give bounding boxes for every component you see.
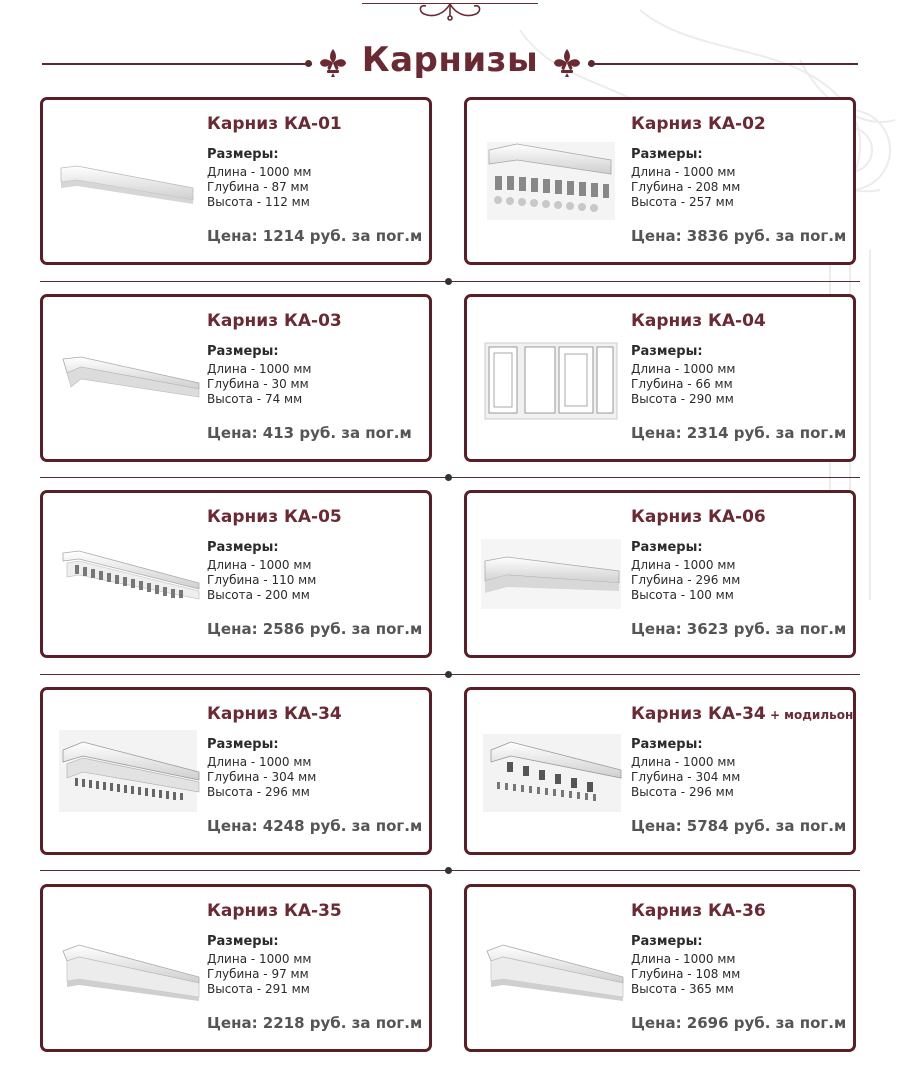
product-name: Карниз КА-36 <box>631 901 766 921</box>
dimensions-label: Размеры: <box>631 540 703 555</box>
product-card[interactable] <box>464 294 856 462</box>
length-value: Длина - 1000 мм <box>207 755 312 769</box>
depth-value: Глубина - 97 мм <box>207 967 309 981</box>
product-image[interactable] <box>477 327 625 427</box>
product-name: Карниз КА-06 <box>631 507 766 527</box>
product-name: Карниз КА-35 <box>207 901 342 921</box>
height-value: Высота - 296 мм <box>631 785 734 799</box>
product-card[interactable] <box>464 490 856 658</box>
dimensions-label: Размеры: <box>631 934 703 949</box>
product-image[interactable] <box>53 720 201 820</box>
length-value: Длина - 1000 мм <box>631 755 736 769</box>
depth-value: Глубина - 296 мм <box>631 573 741 587</box>
price-value: Цена: 4248 руб. за пог.м <box>207 817 423 835</box>
product-name: Карниз КА-04 <box>631 311 766 331</box>
product-card[interactable] <box>464 97 856 265</box>
page-title: Карнизы <box>361 40 539 80</box>
dimensions-label: Размеры: <box>631 147 703 162</box>
height-value: Высота - 291 мм <box>207 982 310 996</box>
depth-value: Глубина - 108 мм <box>631 967 741 981</box>
height-value: Высота - 290 мм <box>631 392 734 406</box>
divider-dot <box>445 278 452 285</box>
row-divider <box>40 870 860 871</box>
price-value: Цена: 3836 руб. за пог.м <box>631 227 847 245</box>
product-name: Карниз КА-02 <box>631 114 766 134</box>
depth-value: Глубина - 87 мм <box>207 180 309 194</box>
depth-value: Глубина - 30 мм <box>207 377 309 391</box>
price-value: Цена: 5784 руб. за пог.м <box>631 817 847 835</box>
price-value: Цена: 2218 руб. за пог.м <box>207 1014 423 1032</box>
top-scroll-ornament-icon <box>400 0 500 24</box>
dimensions-label: Размеры: <box>207 934 279 949</box>
dimensions-label: Размеры: <box>207 147 279 162</box>
height-value: Высота - 112 мм <box>207 195 310 209</box>
dimensions-label: Размеры: <box>207 540 279 555</box>
header-rule-left <box>42 63 312 65</box>
product-card[interactable] <box>40 884 432 1052</box>
depth-value: Глубина - 208 мм <box>631 180 741 194</box>
page-header <box>40 40 860 84</box>
dimensions-label: Размеры: <box>207 344 279 359</box>
height-value: Высота - 296 мм <box>207 785 310 799</box>
height-value: Высота - 100 мм <box>631 588 734 602</box>
depth-value: Глубина - 304 мм <box>631 770 741 784</box>
product-card[interactable] <box>40 294 432 462</box>
row-divider <box>40 674 860 675</box>
length-value: Длина - 1000 мм <box>631 558 736 572</box>
length-value: Длина - 1000 мм <box>631 165 736 179</box>
height-value: Высота - 365 мм <box>631 982 734 996</box>
product-card[interactable] <box>40 490 432 658</box>
product-name: Карниз КА-03 <box>207 311 342 331</box>
product-card[interactable] <box>40 687 432 855</box>
fleur-de-lis-icon <box>550 46 584 80</box>
product-name-suffix: + модильон <box>765 708 854 722</box>
depth-value: Глубина - 304 мм <box>207 770 317 784</box>
product-name: Карниз КА-01 <box>207 114 342 134</box>
dimensions-label: Размеры: <box>631 737 703 752</box>
height-value: Высота - 200 мм <box>207 588 310 602</box>
length-value: Длина - 1000 мм <box>631 362 736 376</box>
dimensions-label: Размеры: <box>207 737 279 752</box>
length-value: Длина - 1000 мм <box>207 952 312 966</box>
product-card[interactable] <box>464 687 856 855</box>
height-value: Высота - 74 мм <box>207 392 303 406</box>
product-card[interactable] <box>40 97 432 265</box>
product-image[interactable] <box>53 327 201 427</box>
product-image[interactable] <box>53 130 201 230</box>
length-value: Длина - 1000 мм <box>207 558 312 572</box>
product-name: Карниз КА-34 <box>207 704 342 724</box>
product-image[interactable] <box>477 917 625 1017</box>
row-divider <box>40 477 860 478</box>
divider-dot <box>445 474 452 481</box>
dimensions-label: Размеры: <box>631 344 703 359</box>
product-image[interactable] <box>53 917 201 1017</box>
product-image[interactable] <box>477 130 625 230</box>
price-value: Цена: 2696 руб. за пог.м <box>631 1014 847 1032</box>
price-value: Цена: 413 руб. за пог.м <box>207 424 412 442</box>
length-value: Длина - 1000 мм <box>207 362 312 376</box>
divider-dot <box>445 867 452 874</box>
price-value: Цена: 2586 руб. за пог.м <box>207 620 423 638</box>
price-value: Цена: 3623 руб. за пог.м <box>631 620 847 638</box>
row-divider <box>40 281 860 282</box>
depth-value: Глубина - 110 мм <box>207 573 317 587</box>
depth-value: Глубина - 66 мм <box>631 377 733 391</box>
product-image[interactable] <box>53 523 201 623</box>
price-value: Цена: 1214 руб. за пог.м <box>207 227 423 245</box>
product-name: Карниз КА-05 <box>207 507 342 527</box>
price-value: Цена: 2314 руб. за пог.м <box>631 424 847 442</box>
length-value: Длина - 1000 мм <box>207 165 312 179</box>
product-image[interactable] <box>477 720 625 820</box>
header-rule-right <box>588 63 858 65</box>
divider-dot <box>445 671 452 678</box>
product-image[interactable] <box>477 523 625 623</box>
height-value: Высота - 257 мм <box>631 195 734 209</box>
product-name: Карниз КА-34 + модильон <box>631 704 854 724</box>
product-card[interactable] <box>464 884 856 1052</box>
length-value: Длина - 1000 мм <box>631 952 736 966</box>
